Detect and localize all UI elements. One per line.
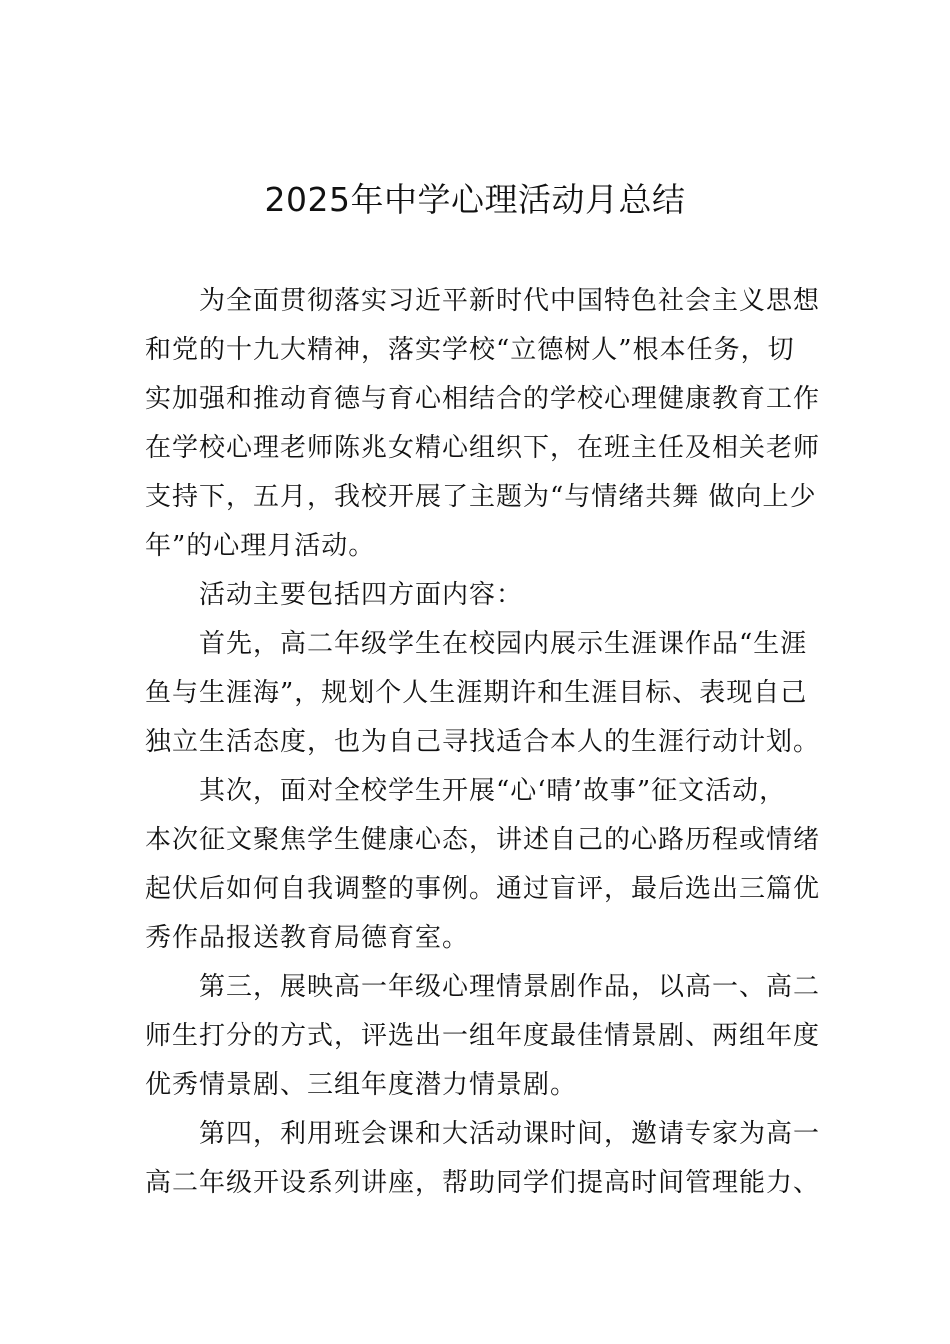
paragraph-1 bbox=[145, 277, 821, 571]
text-line: 本次征文聚焦学生健康心态，讲述自己的心路历程或情绪 bbox=[145, 825, 821, 855]
paragraph-2 bbox=[145, 571, 813, 620]
text-line: 在学校心理老师陈兆女精心组织下，在班主任及相关老师 bbox=[145, 433, 821, 463]
paragraph-5 bbox=[145, 963, 821, 1110]
text-line: 支持下，五月，我校开展了主题为“与情绪共舞 做向上少 bbox=[145, 482, 817, 512]
text-line: 起伏后如何自我调整的事例。通过盲评，最后选出三篇优 bbox=[145, 874, 821, 904]
text-line: 独立生活态度，也为自己寻找适合本人的生涯行动计划。 bbox=[145, 727, 821, 757]
text-line: 和党的十九大精神，落实学校“立德树人”根本任务，切 bbox=[145, 335, 795, 365]
text-line: 年”的心理月活动。 bbox=[145, 531, 376, 561]
text-line: 师生打分的方式，评选出一组年度最佳情景剧、两组年度 bbox=[145, 1021, 821, 1051]
document-body bbox=[145, 277, 821, 1208]
paragraph-6 bbox=[145, 1110, 821, 1208]
text-line: 为全面贯彻落实习近平新时代中国特色社会主义思想 bbox=[199, 286, 821, 316]
text-line: 实加强和推动育德与育心相结合的学校心理健康教育工作 bbox=[145, 384, 821, 414]
text-line: 活动主要包括四方面内容： bbox=[199, 580, 524, 610]
text-line: 首先，高二年级学生在校园内展示生涯课作品“生涯 bbox=[199, 629, 808, 659]
document-title: 2025年中学心理活动月总结 bbox=[264, 180, 686, 219]
text-line: 秀作品报送教育局德育室。 bbox=[145, 923, 470, 953]
text-line: 高二年级开设系列讲座，帮助同学们提高时间管理能力、 bbox=[145, 1168, 821, 1198]
text-line: 其次，面对全校学生开展“心‘晴’故事”征文活动， bbox=[199, 776, 787, 806]
paragraph-3 bbox=[145, 620, 821, 767]
text-line: 鱼与生涯海”，规划个人生涯期许和生涯目标、表现自己 bbox=[145, 678, 808, 708]
paragraph-4 bbox=[145, 767, 821, 963]
text-line: 第三，展映高一年级心理情景剧作品，以高一、高二 bbox=[199, 972, 821, 1002]
text-line: 优秀情景剧、三组年度潜力情景剧。 bbox=[145, 1070, 578, 1100]
text-line: 第四，利用班会课和大活动课时间，邀请专家为高一 bbox=[199, 1119, 821, 1149]
